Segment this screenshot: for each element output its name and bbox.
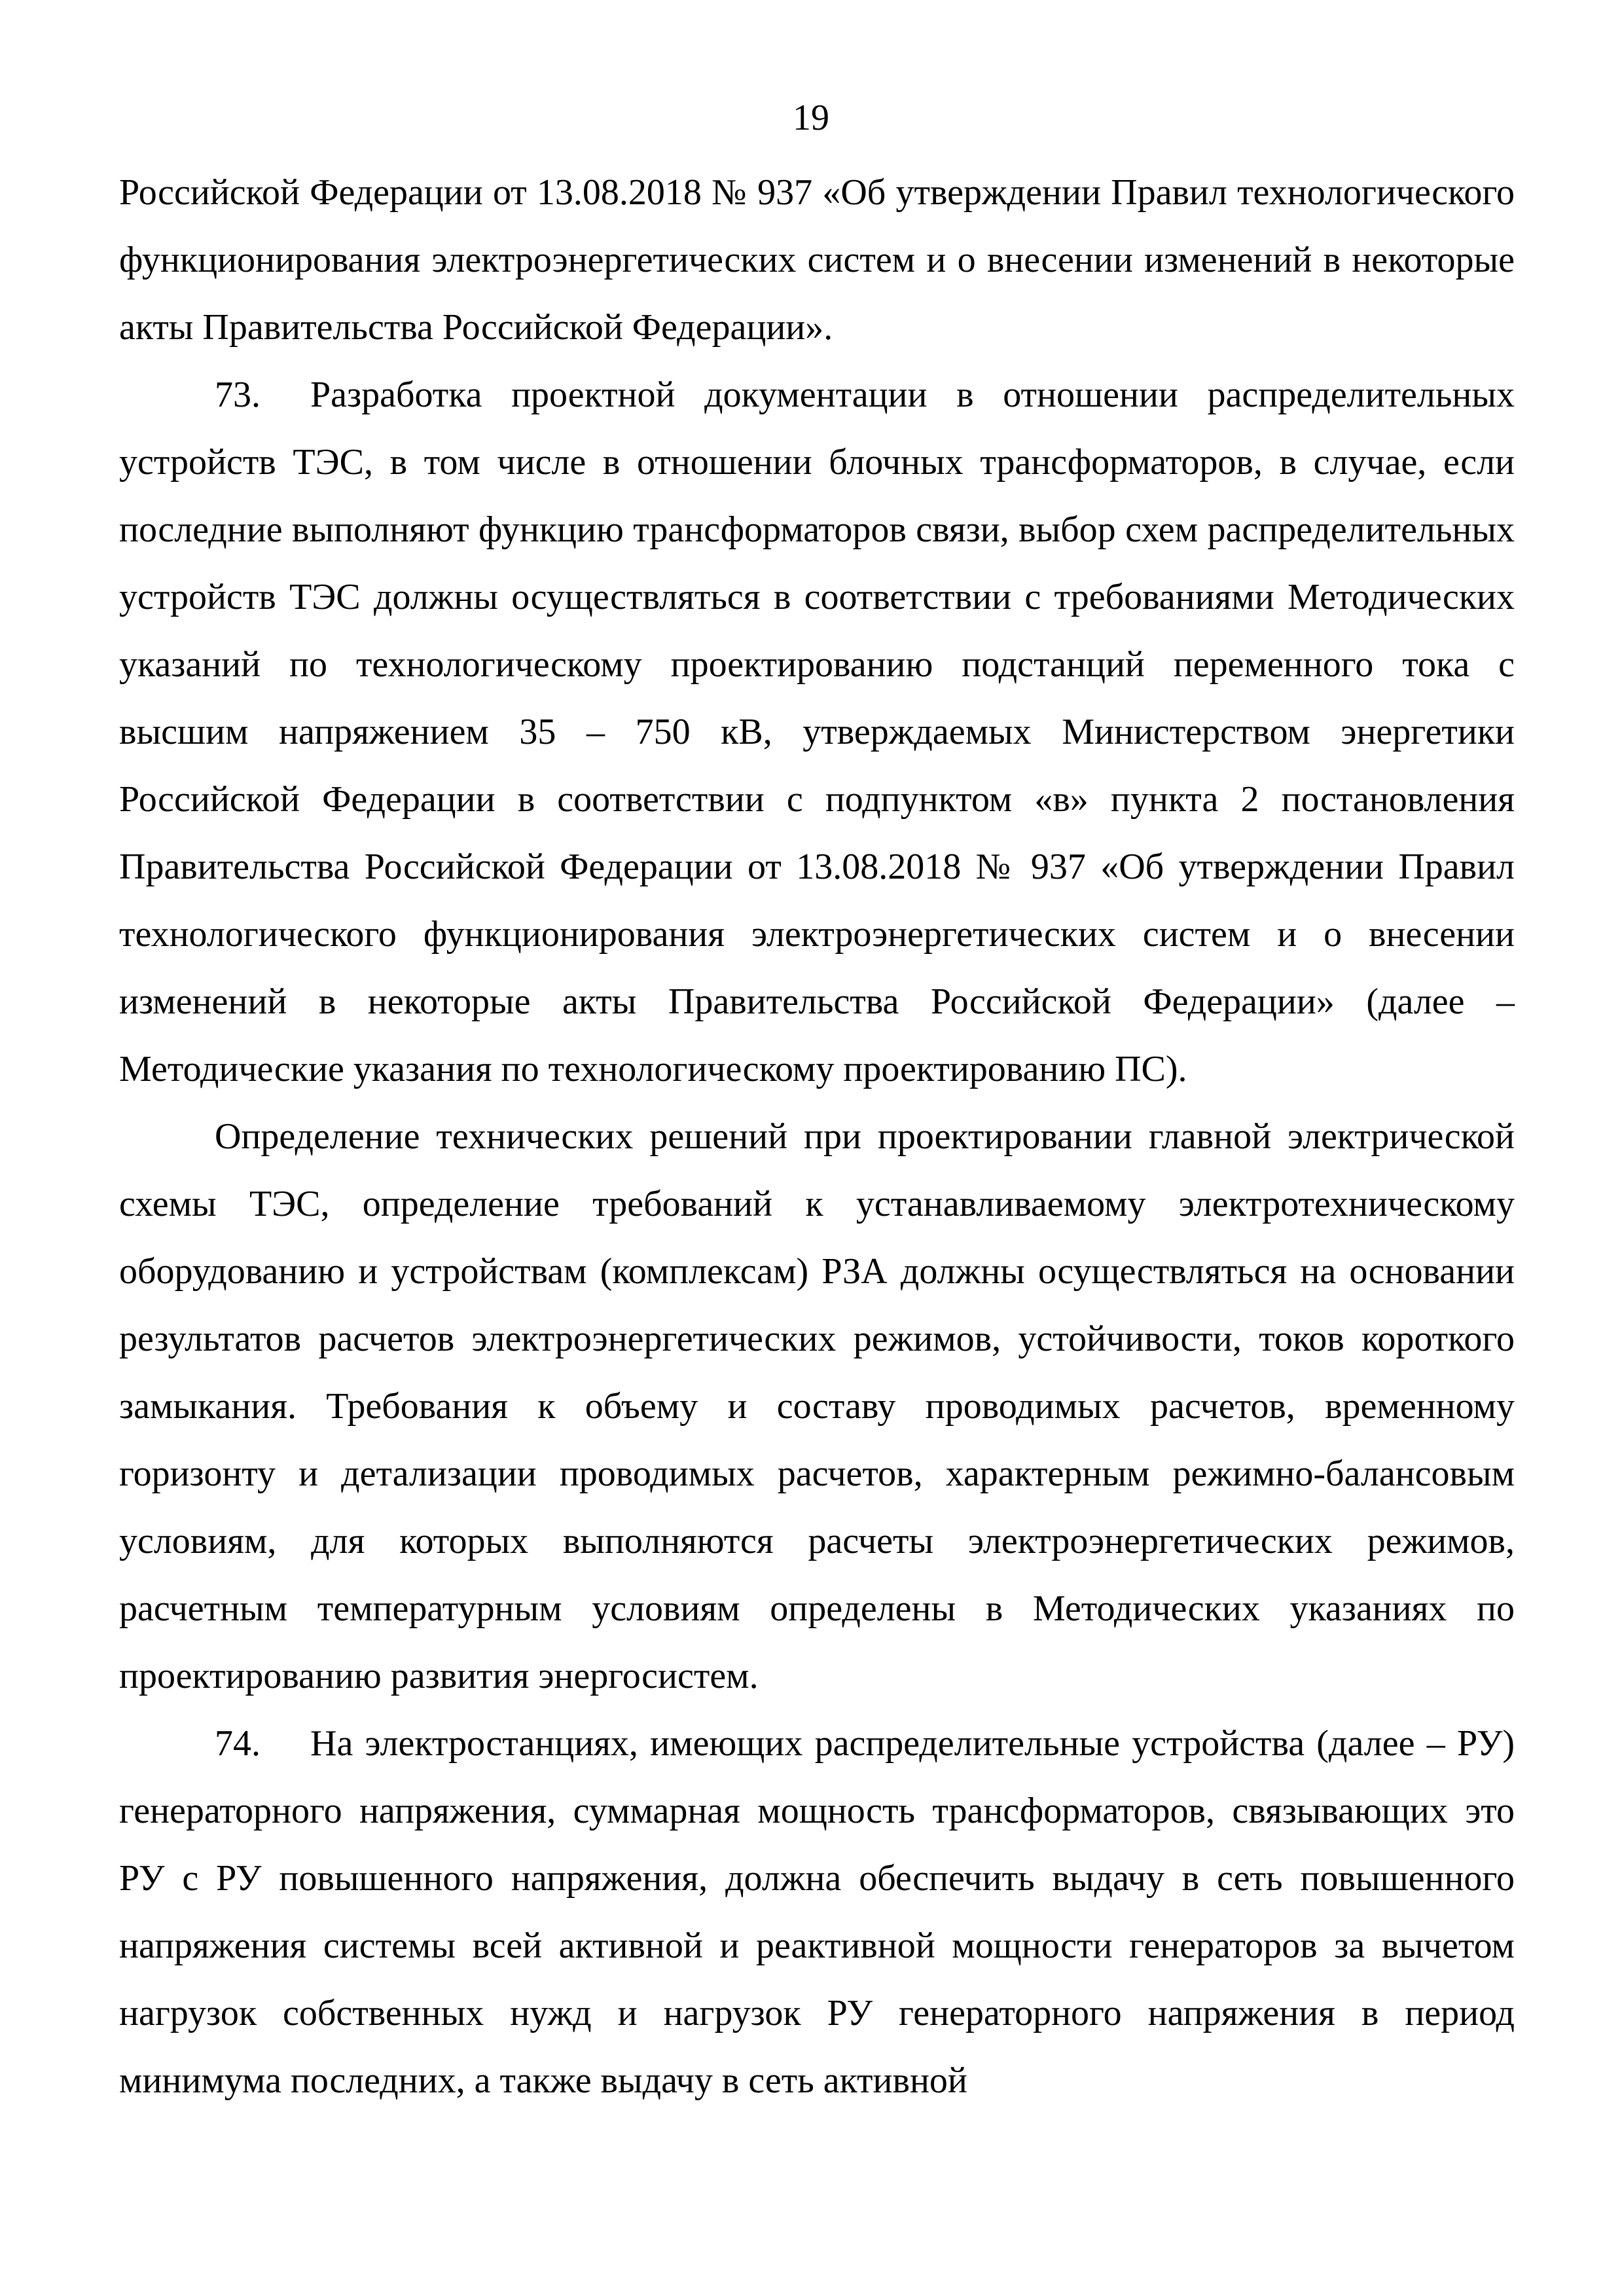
paragraph-continuation bbox=[119, 159, 1515, 361]
paragraph-73 bbox=[119, 361, 1515, 1103]
page-number: 19 bbox=[793, 98, 829, 138]
clause-number: 74. bbox=[215, 1723, 261, 1764]
paragraph-text: Определение технических решений при проектировании главной электрической схемы ТЭС, определение требований к устанавливаемому электротехническому оборудованию и устройствам (комплексам) РЗА должны осуществляться на основании результатов расчетов электроэнергетических режимов, устойчивости, токов короткого замыкания. Требования к объему и составу проводимых расчетов, временному горизонту и детализации проводимых расчетов, характерным режимно-балансовым условиям, для которых выполняются расчеты электроэнергетических режимов, расчетным температурным условиям определены в Методических указаниях по проектированию развития энергосистем. bbox=[119, 1116, 1515, 1696]
paragraph-73-continued bbox=[119, 1103, 1515, 1710]
paragraph-text: Разработка проектной документации в отношении распределительных устройств ТЭС, в том числе в отношении блочных трансформаторов, в случае, если последние выполняют функцию трансформаторов связи, выбор схем распределительных устройств ТЭС должны осуществляться в соответствии с требованиями Методических указаний по технологическому проектированию подстанций переменного тока с высшим напряжением 35 – 750 кВ, утверждаемых Министерством энергетики Российской Федерации в соответствии с подпунктом «в» пункта 2 постановления Правительства Российской Федерации от 13.08.2018 № 937 «Об утверждении Правил технологического функционирования электроэнергетических систем и о внесении изменений в некоторые акты Правительства Российской Федерации» (далее – Методические указания по технологическому проектированию ПС). bbox=[119, 374, 1515, 1089]
paragraph-74 bbox=[119, 1710, 1515, 2115]
paragraph-text: На электростанциях, имеющих распределительные устройства (далее – РУ) генераторного напряжения, суммарная мощность трансформаторов, связывающих это РУ с РУ повышенного напряжения, должна обеспечить выдачу в сеть повышенного напряжения системы всей активной и реактивной мощности генераторов за вычетом нагрузок собственных нужд и нагрузок РУ генераторного напряжения в период минимума последних, а также выдачу в сеть активной bbox=[119, 1723, 1515, 2101]
document-body bbox=[119, 159, 1515, 2115]
clause-number: 73. bbox=[215, 374, 261, 415]
paragraph-text: Российской Федерации от 13.08.2018 № 937 «Об утверждении Правил технологического функционирования электроэнергетических систем и о внесении изменений в некоторые акты Правительства Российской Федерации». bbox=[119, 172, 1515, 348]
